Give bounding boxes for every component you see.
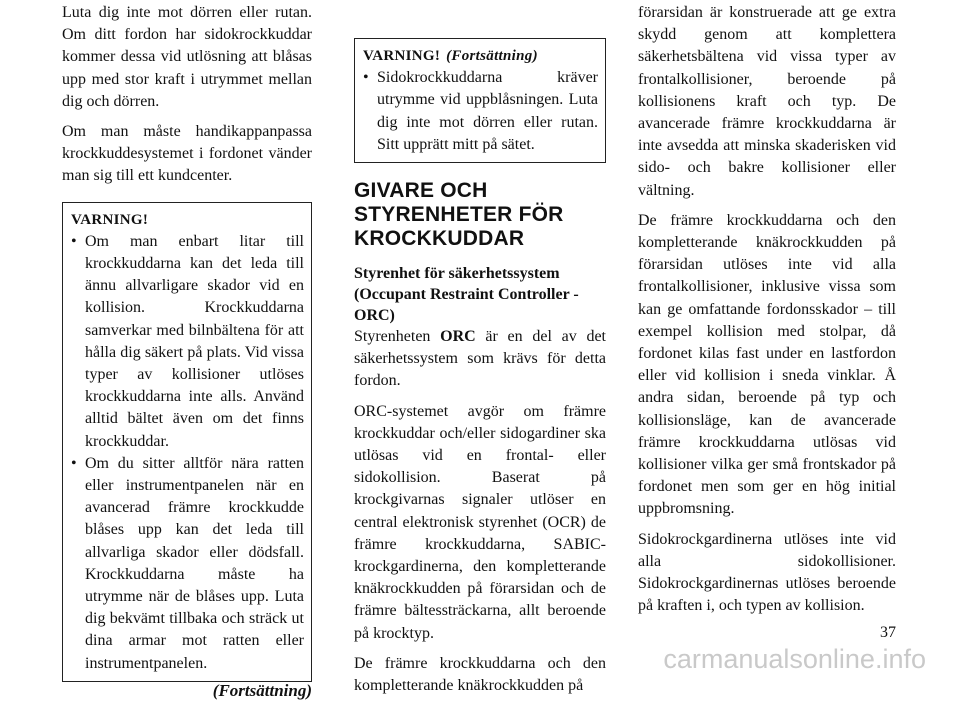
- section-title: GIVARE OCH STYRENHETER FÖR KROCKKUDDAR: [354, 179, 564, 251]
- warning-list: [363, 67, 598, 156]
- paragraph: Om man måste handikappanpassa krockkuddesystemet i fordonet vänder man sig till ett kundcenter.: [62, 123, 312, 185]
- paragraph: ORC-systemet avgör om främre krockkuddar och/eller sidogardiner ska utlösas vid en frontal- eller sidokollision. Baserat på krockgivarnas signaler utlöser en central elektronisk styrenhet (OCR) de främre krockkuddarna, SABIC-krockgardinerna, den kompletterande knäkrockkudden på förarsidan och de främre bältessträckarna, allt beroende på krocktyp.: [354, 402, 606, 642]
- watermark: carmanualsonline.info: [663, 644, 926, 674]
- warning-title: VARNING!: [71, 211, 149, 228]
- paragraph: De främre krockkuddarna och den kompletterande knäkrockkudden på: [354, 654, 606, 695]
- bullet-icon: •: [71, 232, 77, 250]
- paragraph: Styrenheten ORC är en del av det säkerhetssystem som krävs för detta fordon.: [354, 328, 606, 390]
- page-number: 37: [880, 624, 896, 641]
- paragraph: Luta dig inte mot dörren eller rutan. Om ditt fordon har sidokrockkuddar kommer dessa vid utlösning att blåsas upp med stor kraft i utrymmet mellan dig och dörren.: [62, 4, 312, 110]
- column-middle: [354, 2, 606, 705]
- continued-label: (Fortsättning): [446, 48, 538, 64]
- acronym: ORC: [440, 328, 476, 346]
- bullet-icon: •: [363, 69, 369, 87]
- warning-box: [62, 202, 312, 682]
- warning-item: • Om du sitter alltför nära ratten eller instrumentpanelen när en avancerad främre krockkudde blåses upp kan det leda till allvarliga skador eller dödsfall. Krockkuddarna måste ha utrymme när de blåses upp. Luta dig bekvämt tillbaka och sträck ut dina armar mot ratten eller instrumentpanelen.: [71, 454, 304, 672]
- column-right: [638, 2, 896, 625]
- paragraph: förarsidan är konstruerade att ge extra skydd genom att komplettera säkerhetsbältena vid vissa typer av frontalkollisioner, beroende på kollisionens kraft och typ. De avancerade främre krockkuddarna är inte avsedda att minska skaderisken vid sido- och bakre kollisioner eller vältning.: [638, 4, 896, 199]
- warning-list: [71, 231, 304, 675]
- paragraph: De främre krockkuddarna och den kompletterande knäkrockkudden på förarsidan utlöses inte vid alla frontalkollisioner, inklusive vissa som kan ge omfattande fordonsskador – till exempel kollision med stolpar, då fordonet kilas fast under en lastfordon eller vid kollision i sneda vinklar. Å andra sidan, beroende på typ och kollisionsläge, kan de avancerade främre krockkuddarna utlösas vid kollisioner vilka ger små frontskador på fordonet men som ger en hög initial uppbromsning.: [638, 211, 896, 518]
- continued-label: (Fortsättning): [212, 680, 312, 700]
- warning-title: VARNING! (Fortsättning): [363, 48, 538, 64]
- paragraph: Sidokrockgardinerna utlöses inte vid alla sidokollisioner. Sidokrockgardinernas utlöses beroende på kraften i, och typen av kollision.: [638, 530, 896, 615]
- subheading: Styrenhet för säkerhetssystem (Occupant Restraint Controller - ORC): [354, 265, 579, 325]
- bullet-icon: •: [71, 454, 77, 472]
- column-left: [62, 2, 312, 702]
- warning-item: • Sidokrockkuddarna kräver utrymme vid uppblåsningen. Luta dig inte mot dörren eller rutan. Sitt upprätt mitt på sätet.: [363, 69, 598, 153]
- warning-item: • Om man enbart litar till krockkuddarna kan det leda till ännu allvarligare skador vid en kollision. Krockkuddarna samverkar med bilnbältena för att hålla dig säkert på plats. Vid vissa typer av kollisioner utlöses krockkuddarna inte alls. Använd alltid bältet även om det finns krockkuddar.: [71, 232, 304, 450]
- warning-box-continued: [354, 38, 606, 163]
